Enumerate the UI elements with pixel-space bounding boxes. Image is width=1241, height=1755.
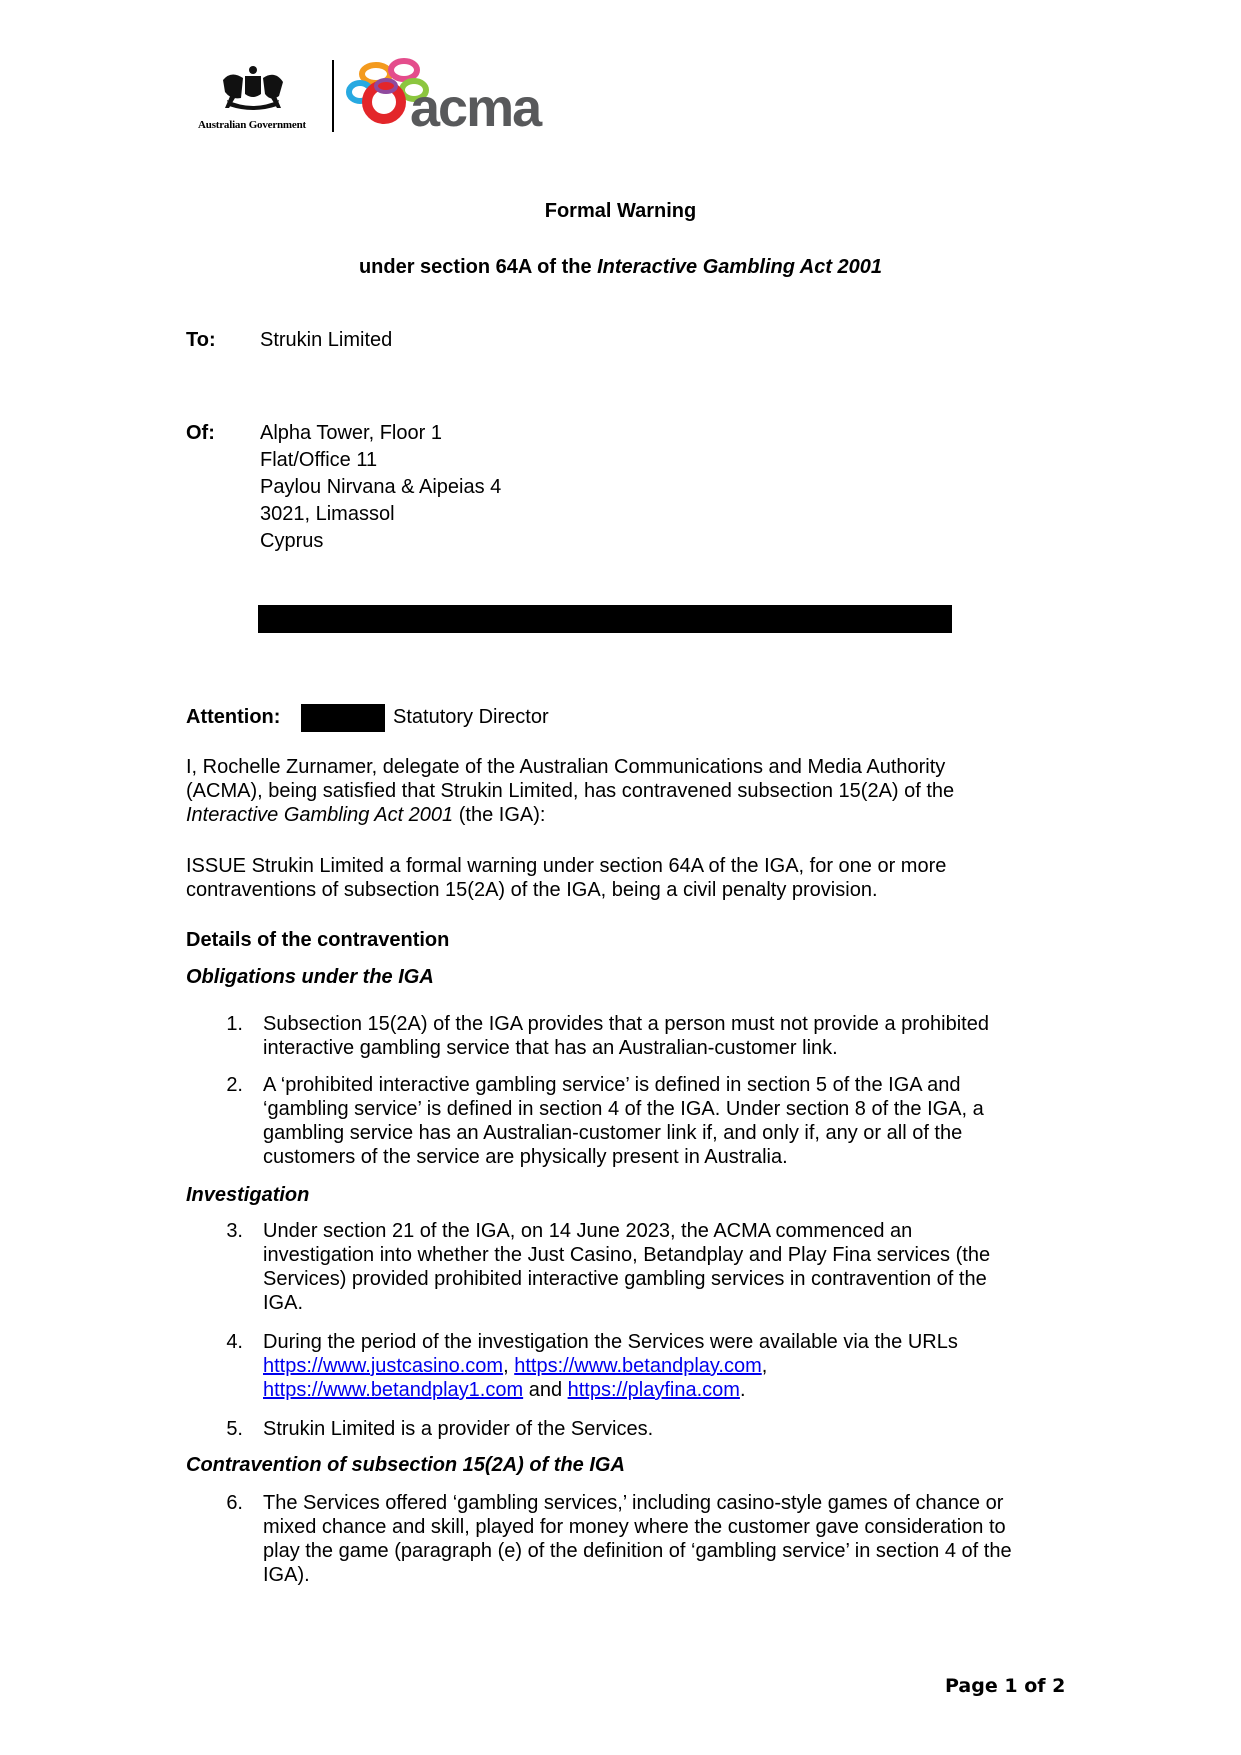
intro-line: (ACMA), being satisfied that Strukin Limited, has contravened subsection 15(2A) of the bbox=[186, 780, 955, 802]
list-item bbox=[263, 1417, 1063, 1441]
redaction-bar bbox=[258, 605, 952, 633]
issue-line: ISSUE Strukin Limited a formal warning under section 64A of the IGA, for one or more bbox=[186, 855, 947, 877]
intro-paragraph bbox=[186, 755, 954, 827]
item-line: IGA. bbox=[263, 1292, 304, 1314]
intro-line bbox=[186, 803, 954, 827]
item-number: 5. bbox=[226, 1418, 243, 1440]
acma-logo bbox=[346, 56, 566, 136]
item-line: play the game (paragraph (e) of the definition of ‘gambling service’ in section 4 of the bbox=[263, 1540, 1012, 1562]
item-line bbox=[263, 1354, 1063, 1378]
item-line: IGA). bbox=[263, 1564, 310, 1586]
coat-of-arms-icon bbox=[183, 58, 321, 118]
item-line: mixed chance and skill, played for money where the customer gave consideration to bbox=[263, 1516, 1006, 1538]
address-line: Alpha Tower, Floor 1 bbox=[260, 422, 442, 444]
list-item bbox=[263, 1012, 1063, 1060]
address-line: Paylou Nirvana & Aipeias 4 bbox=[260, 476, 502, 498]
australian-government-logo bbox=[183, 58, 321, 136]
item-line: Services) provided prohibited interactive gambling services in contravention of the bbox=[263, 1268, 987, 1290]
url-link-playfina[interactable]: https://playfina.com bbox=[567, 1379, 740, 1401]
item-line: A ‘prohibited interactive gambling service’ is defined in section 5 of the IGA and bbox=[263, 1074, 961, 1096]
item-number: 4. bbox=[226, 1331, 243, 1353]
item-number: 6. bbox=[226, 1492, 243, 1514]
page-number bbox=[945, 1675, 1065, 1697]
intro-line: I, Rochelle Zurnamer, delegate of the Australian Communications and Media Authority bbox=[186, 756, 946, 778]
item-line: Subsection 15(2A) of the IGA provides that a person must not provide a prohibited bbox=[263, 1013, 989, 1035]
attention-label: Attention: bbox=[186, 706, 281, 728]
address-line: 3021, Limassol bbox=[260, 503, 395, 525]
acma-wordmark: acma bbox=[410, 78, 541, 138]
to-label: To: bbox=[186, 329, 216, 351]
item-number: 3. bbox=[226, 1220, 243, 1242]
list-item bbox=[263, 1219, 1063, 1315]
item-line: interactive gambling service that has an Australian-customer link. bbox=[263, 1037, 838, 1059]
url-separator: and bbox=[523, 1379, 568, 1401]
url-separator: , bbox=[503, 1355, 515, 1377]
gov-text: Australian Government bbox=[198, 119, 306, 131]
url-end: . bbox=[739, 1379, 746, 1401]
details-heading: Details of the contravention bbox=[186, 929, 450, 951]
page-of-label: of bbox=[1017, 1675, 1053, 1697]
item-line: gambling service has an Australian-customer link if, and only if, any or all of the bbox=[263, 1122, 963, 1144]
of-label: Of: bbox=[186, 422, 215, 444]
address-block bbox=[260, 421, 501, 553]
logo-divider bbox=[332, 60, 334, 132]
item-line: ‘gambling service’ is defined in section 4 of the IGA. Under section 8 of the IGA, a bbox=[263, 1098, 984, 1120]
url-link-betandplay[interactable]: https://www.betandplay.com bbox=[514, 1355, 762, 1377]
intro-rest: (the IGA): bbox=[453, 804, 546, 826]
list-item bbox=[263, 1073, 1063, 1169]
to-value: Strukin Limited bbox=[260, 329, 393, 351]
subtitle-act: Interactive Gambling Act 2001 bbox=[597, 256, 883, 278]
issue-line: contraventions of subsection 15(2A) of the IGA, being a civil penalty provision. bbox=[186, 879, 878, 901]
item-line bbox=[263, 1378, 1063, 1402]
item-line: During the period of the investigation the Services were available via the URLs bbox=[263, 1331, 958, 1353]
item-line: Strukin Limited is a provider of the Services. bbox=[263, 1418, 654, 1440]
item-line: Under section 21 of the IGA, on 14 June 2023, the ACMA commenced an bbox=[263, 1220, 913, 1242]
contravention-heading: Contravention of subsection 15(2A) of the IGA bbox=[186, 1454, 625, 1476]
item-line: The Services offered ‘gambling services,’ including casino-style games of chance or bbox=[263, 1492, 1004, 1514]
item-number: 1. bbox=[226, 1013, 243, 1035]
intro-act: Interactive Gambling Act 2001 bbox=[186, 804, 454, 826]
page-total: 2 bbox=[1052, 1675, 1066, 1697]
page-subtitle bbox=[0, 255, 1241, 279]
issue-paragraph bbox=[186, 854, 946, 902]
page-title: Formal Warning bbox=[544, 200, 697, 222]
attention-role: Statutory Director bbox=[393, 706, 549, 728]
subtitle-prefix: under section 64A of the bbox=[358, 256, 598, 278]
address-line: Flat/Office 11 bbox=[260, 449, 378, 471]
item-line: customers of the service are physically present in Australia. bbox=[263, 1146, 788, 1168]
url-link-justcasino[interactable]: https://www.justcasino.com bbox=[263, 1355, 504, 1377]
investigation-heading: Investigation bbox=[186, 1184, 310, 1206]
page-label: Page bbox=[945, 1675, 1005, 1697]
page-current: 1 bbox=[1004, 1675, 1018, 1697]
url-link-betandplay1[interactable]: https://www.betandplay1.com bbox=[263, 1379, 524, 1401]
item-line: investigation into whether the Just Casino, Betandplay and Play Fina services (the bbox=[263, 1244, 991, 1266]
address-line: Cyprus bbox=[260, 530, 324, 552]
url-separator: , bbox=[761, 1355, 768, 1377]
obligations-heading: Obligations under the IGA bbox=[186, 966, 434, 988]
list-item bbox=[263, 1491, 1063, 1587]
redacted-name bbox=[301, 704, 385, 732]
list-item bbox=[263, 1330, 1063, 1402]
item-number: 2. bbox=[226, 1074, 243, 1096]
